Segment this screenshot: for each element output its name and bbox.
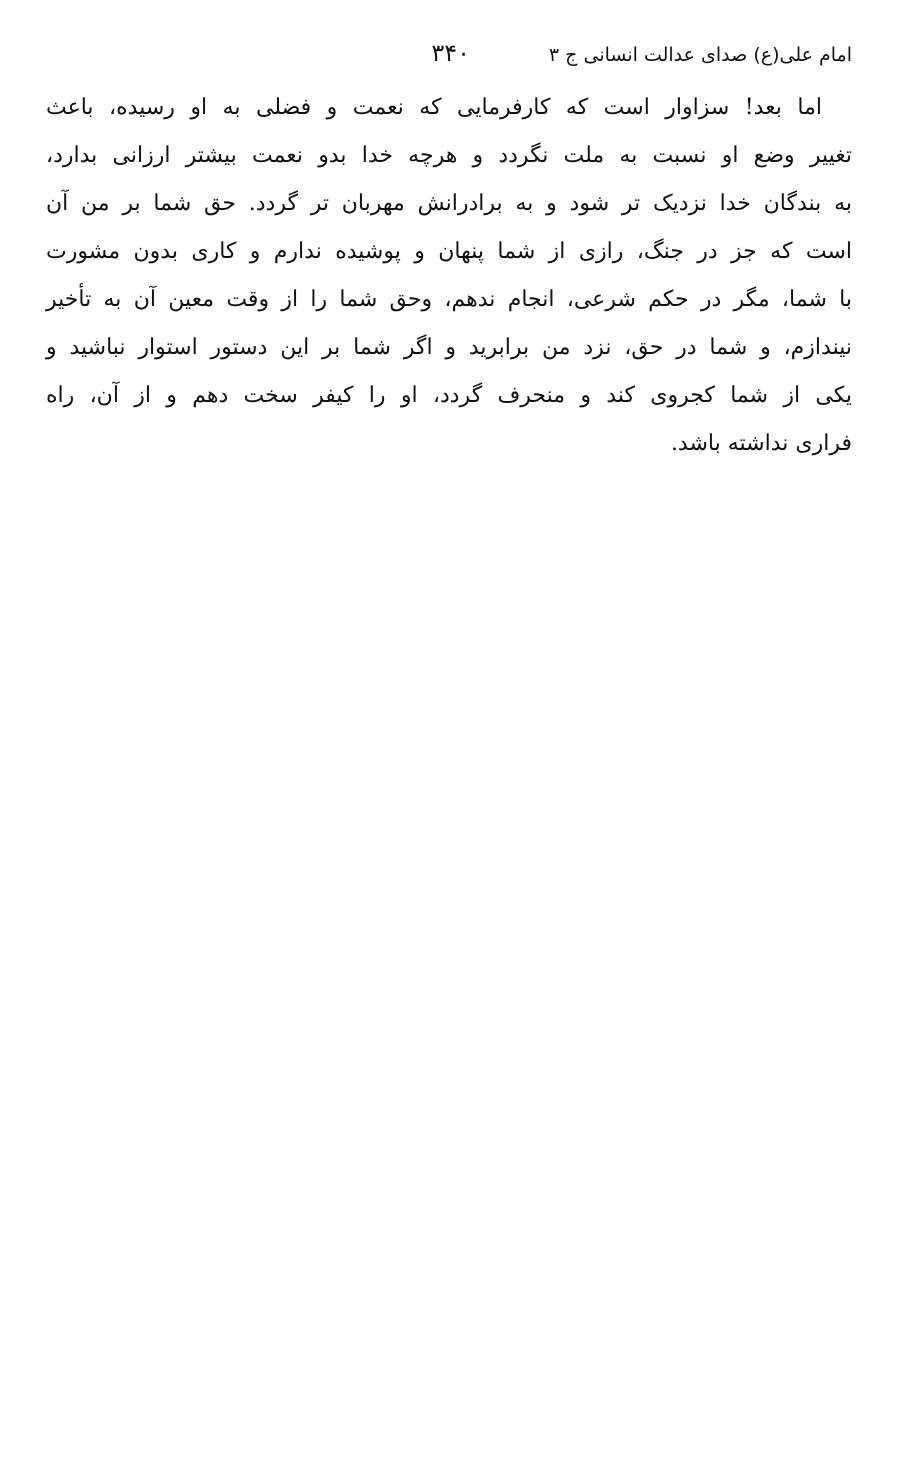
- text-line: نیندازم، و شما در حق، نزد من برابرید و اگر شما بر این دستور استوار نباشید و: [46, 335, 852, 360]
- book-title: امام علی(ع) صدای عدالت انسانی ج ۳: [548, 44, 852, 66]
- text-line: یکی از شما کجروی کند و منحرف گردد، او را کیفر سخت دهم و از آن، راه: [46, 383, 852, 408]
- text-line: تغییر وضع او نسبت به ملت نگردد و هرچه خدا بدو نعمت بیشتر ارزانی بدارد،: [46, 143, 852, 168]
- body-paragraph: [46, 84, 852, 468]
- text-line: اما بعد! سزاوار است که کارفرمایی که نعمت و فضلی به او رسیده، باعث: [46, 95, 822, 120]
- text-line: است که جز در جنگ، رازی از شما پنهان و پوشیده ندارم و کاری بدون مشورت: [46, 239, 852, 264]
- text-line: فراری نداشته باشد.: [670, 431, 852, 456]
- page-header: [48, 38, 852, 72]
- text-line: به بندگان خدا نزدیک تر شود و به برادرانش مهربان تر گردد. حق شما بر من آن: [46, 191, 852, 216]
- text-line: با شما، مگر در حکم شرعی، انجام ندهم، وحق شما را از وقت معین آن به تأخیر: [46, 287, 852, 312]
- page-number: ۳۴۰: [431, 39, 470, 67]
